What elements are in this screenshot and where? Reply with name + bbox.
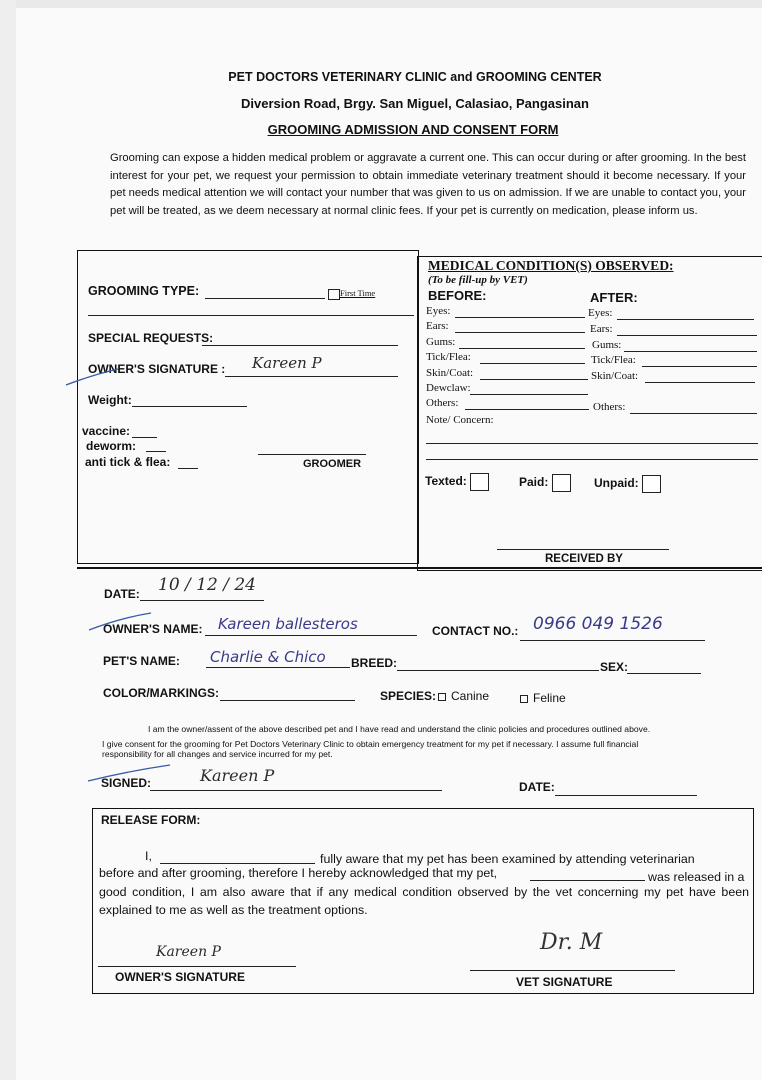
pet-name-value: Charlie & Chico — [210, 648, 326, 666]
signed-value: Kareen P — [200, 766, 275, 785]
anti-tick-field[interactable] — [178, 468, 198, 469]
feline-option[interactable]: Feline — [520, 691, 566, 705]
before-others-field[interactable] — [465, 409, 589, 410]
vet-signature-value: Dr. M — [540, 930, 603, 955]
consent-line-3: responsibility for all changes and service incurred for my pet. — [102, 749, 333, 759]
before-eyes-label: Eyes: — [426, 305, 451, 317]
contact-label: CONTACT NO.: — [432, 624, 519, 638]
breed-field[interactable] — [397, 670, 599, 671]
after-gums-field[interactable] — [624, 351, 757, 352]
pet-name-label: PET'S NAME: — [103, 654, 180, 668]
vet-signature-field[interactable] — [470, 970, 675, 971]
consent-date-field[interactable] — [555, 795, 697, 796]
note-line-1[interactable] — [426, 443, 758, 444]
release-owner-signature-field[interactable] — [98, 966, 296, 967]
texted-checkbox[interactable] — [470, 473, 489, 491]
consent-line-1: I am the owner/assent of the above described pet and I have read and understand the clinic policies and procedures outlined above. — [148, 724, 651, 734]
deworm-label: deworm: — [86, 439, 137, 453]
owner-name-label: OWNER'S NAME: — [103, 622, 203, 636]
owner-signature-value: Kareen P — [252, 354, 322, 372]
release-owner-signature-value: Kareen P — [156, 944, 221, 960]
after-skin-field[interactable] — [645, 382, 755, 383]
paid-checkbox[interactable] — [552, 474, 571, 492]
release-i: I, — [145, 849, 152, 863]
scan-edge-left — [0, 0, 16, 1080]
unpaid-label: Unpaid: — [594, 475, 661, 493]
release-title: RELEASE FORM: — [101, 813, 201, 827]
signed-field[interactable] — [150, 790, 442, 791]
owner-name-value: Kareen ballesteros — [218, 615, 358, 633]
groomer-field[interactable] — [258, 454, 366, 455]
signed-label: SIGNED: — [101, 776, 152, 790]
before-tick-label: Tick/Flea: — [426, 351, 471, 363]
grooming-type-field[interactable] — [205, 298, 325, 299]
breed-label: BREED: — [351, 656, 398, 670]
signature-stroke-1 — [62, 365, 122, 389]
note-line-2[interactable] — [426, 459, 758, 460]
after-others-field[interactable] — [630, 413, 757, 414]
date-value: 10 / 12 / 24 — [158, 575, 256, 595]
before-others-label: Others: — [426, 397, 459, 409]
release-text-2: before and after grooming, therefore I hereby acknowledged that my pet, — [99, 866, 498, 880]
sex-label: SEX: — [600, 660, 629, 674]
before-ears-field[interactable] — [455, 332, 585, 333]
signature-stroke-2 — [85, 610, 155, 635]
boxes-bottom-rule — [77, 567, 762, 569]
vet-signature-label: VET SIGNATURE — [516, 975, 613, 989]
unpaid-checkbox[interactable] — [642, 475, 661, 493]
weight-label: Weight: — [88, 393, 132, 407]
medical-title: MEDICAL CONDITION(S) OBSERVED: — [428, 258, 674, 273]
consent-date-label: DATE: — [519, 780, 555, 794]
intro-paragraph: Grooming can expose a hidden medical problem or aggravate a current one. This can occur during or after grooming. In the best interest for your pet, we request your permission to obtain immediate veterinary treatment should it become necessary. If your pet needs medical attention we will contact your number that was given to us on admission. If we are unable to contact you, your pet will be treated, as we deem necessary at normal clinic fees. If your pet is currently on medication, please inform us. — [110, 152, 746, 217]
contact-value: 0966 049 1526 — [533, 614, 663, 634]
owner-signature-label: OWNER'S SIGNATURE : — [88, 362, 226, 376]
medical-subtitle: (To be fill-up by VET) — [428, 274, 528, 286]
vaccine-field[interactable] — [132, 437, 157, 438]
sex-field[interactable] — [627, 673, 701, 674]
before-gums-label: Gums: — [426, 336, 456, 348]
first-time-option[interactable] — [328, 288, 375, 300]
feline-checkbox[interactable] — [520, 695, 528, 703]
before-dewclaw-field[interactable] — [470, 394, 588, 395]
canine-option[interactable]: Canine — [438, 689, 489, 703]
canine-checkbox[interactable] — [438, 693, 446, 701]
before-skin-field[interactable] — [480, 379, 588, 380]
after-eyes-label: Eyes: — [588, 307, 613, 319]
anti-tick-label: anti tick & flea: — [85, 455, 171, 469]
first-time-checkbox[interactable] — [328, 289, 340, 300]
deworm-field[interactable] — [146, 451, 166, 452]
form-title: GROOMING ADMISSION AND CONSENT FORM — [267, 122, 559, 137]
clinic-name: PET DOCTORS VETERINARY CLINIC and GROOMING CENTER — [228, 70, 602, 84]
after-tick-label: Tick/Flea: — [591, 354, 636, 366]
before-skin-label: Skin/Coat: — [426, 367, 474, 379]
contact-field[interactable] — [520, 640, 705, 641]
after-heading: AFTER: — [590, 290, 638, 305]
clinic-address: Diversion Road, Brgy. San Miguel, Calasiao, Pangasinan — [241, 96, 589, 111]
first-time-label: First Time — [340, 288, 376, 298]
after-skin-label: Skin/Coat: — [591, 370, 639, 382]
color-label: COLOR/MARKINGS: — [103, 686, 219, 700]
received-by-field[interactable] — [497, 549, 669, 550]
release-name-field[interactable] — [160, 863, 315, 864]
release-pet-field[interactable] — [530, 880, 645, 881]
after-others-label: Others: — [593, 401, 626, 413]
before-ears-label: Ears: — [426, 320, 449, 332]
signature-stroke-3 — [84, 763, 174, 785]
date-label: DATE: — [104, 587, 140, 601]
grooming-type-label: GROOMING TYPE: — [88, 284, 200, 298]
release-text-3: was released in a — [648, 870, 745, 884]
species-label: SPECIES: — [380, 689, 437, 703]
groomer-label: GROOMER — [303, 458, 362, 470]
special-requests-label: SPECIAL REQUESTS: — [88, 331, 214, 345]
release-text-1: fully aware that my pet has been examined by attending veterinarian — [320, 852, 695, 866]
weight-field[interactable] — [132, 406, 247, 407]
date-field[interactable] — [140, 600, 264, 601]
texted-label: Texted: — [425, 473, 489, 491]
release-text-4: good condition, I am also aware that if any medical condition observed by the vet concerning my pet have been explained to me as well as the treatment options. — [99, 885, 749, 917]
special-requests-field[interactable] — [202, 345, 398, 346]
consent-line-2: I give consent for the grooming for Pet Doctors Veterinary Clinic to obtain emergency treatment for my pet if necessary. I assume full financial — [102, 739, 639, 749]
vaccine-label: vaccine: — [82, 424, 131, 438]
after-tick-field[interactable] — [642, 366, 757, 367]
scan-edge-top — [0, 0, 762, 8]
owner-name-field[interactable] — [205, 635, 417, 636]
owner-signature-field[interactable] — [225, 376, 398, 377]
paid-label: Paid: — [519, 474, 571, 492]
after-ears-label: Ears: — [590, 323, 613, 335]
before-gums-field[interactable] — [459, 348, 585, 349]
before-tick-field[interactable] — [480, 363, 585, 364]
color-field[interactable] — [220, 700, 355, 701]
after-eyes-field[interactable] — [617, 319, 754, 320]
pet-name-field[interactable] — [206, 667, 350, 668]
note-label: Note/ Concern: — [426, 414, 494, 426]
before-heading: BEFORE: — [428, 288, 487, 303]
release-owner-signature-label: OWNER'S SIGNATURE — [115, 970, 245, 984]
after-ears-field[interactable] — [617, 335, 757, 336]
received-by-label: RECEIVED BY — [545, 553, 623, 565]
before-dewclaw-label: Dewclaw: — [426, 382, 471, 394]
before-eyes-field[interactable] — [455, 317, 585, 318]
after-gums-label: Gums: — [592, 339, 622, 351]
grooming-type-line2[interactable] — [88, 315, 414, 316]
